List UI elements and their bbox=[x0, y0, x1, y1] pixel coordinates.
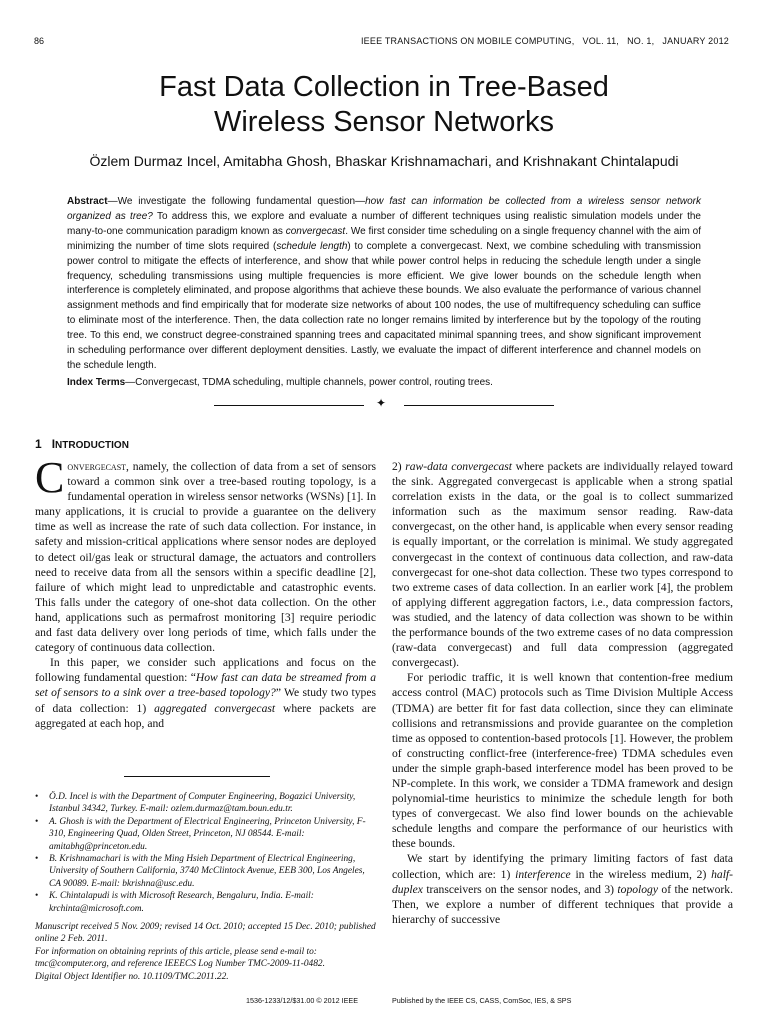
right-text-3d: of the network. Then, we explore a number of different techniques that provide a hierarchy of successive bbox=[392, 882, 733, 926]
right-text-1b: where packets are individually relayed toward the sink. Aggregated convergecast is applicable when a strong spatial correlation exists in the data, or the goal is to collect summarized information such as the maximum sensor reading. Raw-data convergecast, on the other hand, is applicable when every sensor reading is equally important, or the correlation is minimal. We study aggregated convergecast in the context of continuous data collection, and raw-data convergecast for one-shot data collection. These two types correspond to two extreme cases of data collection. In an earlier work [4], the problem of applying different aggregation factors, i.e., data compression factors, was studied, and the latency of data collection was shown to be within the performance bounds of the two extreme cases of no data compression (raw-data convergecast) and full data compression (aggregated convergecast). bbox=[392, 460, 733, 670]
paper-title bbox=[0, 70, 768, 140]
abstract-text-2: . We first consider time scheduling on a single frequency channel with the aim of minimizing the number of time slots required ( bbox=[67, 225, 702, 252]
footnotes bbox=[35, 791, 376, 983]
bullet-icon: • bbox=[35, 854, 39, 865]
footnote-item bbox=[35, 853, 376, 890]
section-title-initial: I bbox=[51, 437, 56, 451]
abstract-label: Abstract bbox=[67, 196, 108, 207]
right-term-topology: topology bbox=[617, 882, 658, 896]
intro-text-2a: In this paper, we consider such applications and focus on the following fundamental question: “ bbox=[35, 656, 376, 685]
page-number: 86 bbox=[34, 36, 45, 46]
reprints-info: For information on obtaining reprints of this article, please send e-mail to: tmc@computer.org, and reference IEEECS Log Number TMC-2009-11-0482. bbox=[35, 946, 325, 970]
right-paragraph-2: For periodic traffic, it is well known that contention-free medium access control (MAC) protocols such as Time Division Multiple Access (TDMA) are better fit for fast data collection, since they can eliminate collisions and retransmissions and provide guarantee on the completion time as opposed to contention-based protocols [1]. However, the problem of constructing conflict-free (interference-free) TDMA schedules even under the simple graph-based interference model has been proved to be NP-complete. In this work, we consider a TDMA framework and design polynomial-time heuristics to minimize the schedule length for both types of convergecast. We also find lower bounds on the achievable schedule lengths and compare the performance of our heuristics with these bounds. bbox=[392, 671, 733, 851]
divider-line-right bbox=[404, 405, 554, 406]
doi: Digital Object Identifier no. 10.1109/TMC.2011.22. bbox=[35, 971, 229, 982]
title-line-1: Fast Data Collection in Tree-Based bbox=[159, 71, 609, 103]
abstract-term-2: schedule length bbox=[276, 240, 348, 252]
intro-text-1: , namely, the collection of data from a set of sensors toward a common sink over a tree-based routing topology, is a fundamental operation in wireless sensor networks (WSNs) [1]. In many applications, it is crucial to provide a guarantee on the delivery time as well as increase the rate of such data collection. For instance, in safety and mission-critical applications where sensor nodes are deployed to detect oil/gas leak or structural damage, the actuators and controllers need to receive data from all the sensors within a specific deadline [2], failure of which might lead to unpredictable and catastrophic events. This falls under the category of one-shot data collection. On the other hand, applications such as permafrost monitoring [3] require periodic and fast data delivery over long periods of time, which falls under the category of continuous data collection. bbox=[35, 460, 376, 655]
index-terms bbox=[67, 377, 701, 388]
abstract-text-1: To address this, we explore and evaluate a number of different techniques using realistic simulation models under the many-to-one communication paradigm known as bbox=[67, 210, 701, 237]
footnote-text: K. Chintalapudi is with Microsoft Research, Bengaluru, India. E-mail: krchinta@microsoft.com. bbox=[49, 891, 314, 914]
footnote-item bbox=[35, 816, 376, 853]
intro-paragraph-2 bbox=[35, 655, 376, 730]
right-text-3c: transceivers on the sensor nodes, and 3) bbox=[422, 882, 618, 896]
index-terms-label: Index Terms bbox=[67, 377, 126, 388]
title-line-2: Wireless Sensor Networks bbox=[213, 106, 555, 138]
drop-cap: C bbox=[35, 453, 65, 502]
abstract-term-1: convergecast bbox=[285, 225, 346, 237]
right-term-half-duplex: half-duplex bbox=[392, 867, 733, 896]
abstract bbox=[67, 195, 701, 374]
footnote-item bbox=[35, 791, 376, 816]
author-list: Özlem Durmaz Incel, Amitabha Ghosh, Bhaskar Krishnamachari, and Krishnakant Chintalapudi bbox=[89, 153, 679, 169]
diamond-icon: ✦ bbox=[376, 396, 387, 410]
running-head: IEEE TRANSACTIONS ON MOBILE COMPUTING, VOL. 11, NO. 1, JANUARY 2012 bbox=[360, 36, 729, 46]
footnote-item bbox=[35, 890, 376, 915]
section-number: 1 bbox=[35, 437, 42, 451]
right-paragraph-1 bbox=[392, 459, 733, 670]
section-title-rest: NTRODUCTION bbox=[55, 440, 129, 451]
intro-text-2c: where packets are aggregated at each hop, and bbox=[35, 701, 377, 730]
left-column bbox=[35, 453, 377, 731]
bullet-icon: • bbox=[35, 891, 39, 902]
section-heading bbox=[35, 437, 129, 451]
footnote-text: B. Krishnamachari is with the Ming Hsieh Department of Electrical Engineering, University of Southern California, 3740 McClintock Avenue, EEB 300, Los Angeles, CA 90089. E-mail: bkrishna@usc.edu. bbox=[49, 854, 365, 889]
abstract-text-3: ) to complete a convergecast. Next, we combine scheduling with transmission power control to mitigate the effects of interference, and show that while power control helps in reducing the schedule length under a single frequency, scheduling transmissions using multiple frequencies is more efficient. We give lower bounds on the schedule length when interference is completely eliminated, and propose algorithms that achieve these bounds. We also evaluate the performance of various channel assignment methods and find empirically that for moderate size networks of about 100 nodes, the use of multifrequency scheduling can suffice to eliminate most of the interference. Then, the data collection rate no longer remains limited by interference but by the topology of the routing tree. To this end, we construct degree-constrained spanning trees and capacitated minimal spanning trees, and show significant improvement in scheduling performance over different deployment densities. Lastly, we evaluate the impact of different interference and channel models on the schedule length. bbox=[67, 240, 701, 371]
right-text-3b: in the wireless medium, 2) bbox=[570, 867, 712, 881]
right-term-1: raw-data convergecast bbox=[405, 460, 513, 473]
divider-line-left bbox=[214, 405, 364, 406]
abstract-question: how fast can information be collected from a wireless sensor network organized as tree? bbox=[67, 196, 701, 222]
manuscript-received: Manuscript received 5 Nov. 2009; revised 14 Oct. 2010; accepted 15 Dec. 2010; published online 2 Feb. 2011. bbox=[35, 922, 376, 945]
intro-term: aggregated convergecast bbox=[154, 701, 276, 715]
index-terms-text: —Convergecast, TDMA scheduling, multiple channels, power control, routing trees. bbox=[125, 377, 493, 388]
right-column bbox=[392, 459, 733, 927]
intro-text-2b: ” We study two types of data collection: 1) bbox=[35, 686, 376, 715]
bullet-icon: • bbox=[35, 816, 39, 827]
abstract-dash: —We investigate the following fundamental question— bbox=[107, 196, 366, 207]
bullet-icon: • bbox=[35, 792, 39, 802]
intro-paragraph-1 bbox=[35, 453, 376, 655]
right-paragraph-3 bbox=[392, 851, 733, 926]
footnote-rule bbox=[124, 776, 270, 777]
intro-question: How fast can data be streamed from a set of sensors to a sink over a tree-based topology? bbox=[35, 671, 376, 700]
right-text-1a: 2) bbox=[392, 460, 406, 473]
right-text-3a: We start by identifying the primary limiting factors of fast data collection, which are: 1) bbox=[392, 852, 733, 881]
publisher-line: Published by the IEEE CS, CASS, ComSoc, IES, & SPS bbox=[392, 996, 572, 1005]
footnote-text: A. Ghosh is with the Department of Electrical Engineering, Princeton University, F-310, Engineering Quad, Olden Street, Princeton, NJ 08544. E-mail: amitabhg@princeton.edu. bbox=[49, 816, 366, 852]
lead-word: onvergecast bbox=[67, 460, 127, 473]
footnote-text: Ö.D. Incel is with the Department of Computer Engineering, Bogazici University, Istanbul 34342, Turkey. E-mail: ozlem.durmaz@tam.boun.edu.tr. bbox=[49, 792, 356, 815]
issn-line: 1536-1233/12/$31.00 © 2012 IEEE bbox=[246, 996, 358, 1005]
right-term-interference: interference bbox=[515, 867, 571, 881]
